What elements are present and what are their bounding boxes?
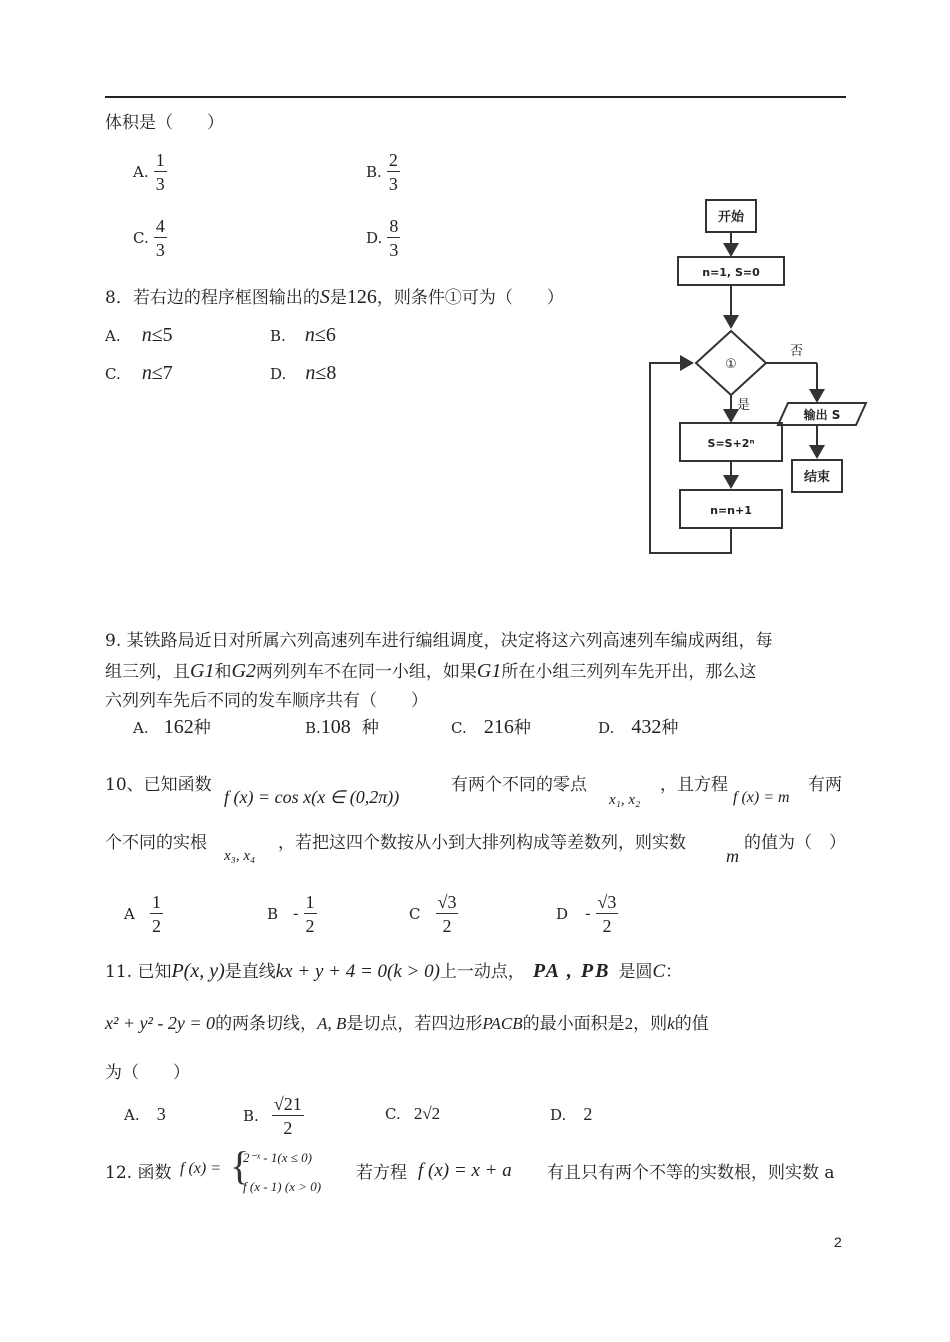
q10-roots12: x₁, x₂ <box>609 792 641 808</box>
option-letter: B <box>267 905 279 923</box>
option-letter: A. <box>124 1106 140 1124</box>
q8-stem-mid: 是 <box>329 288 347 308</box>
q11-option-d[interactable] <box>550 1104 592 1125</box>
q12-pre: 12. 函数 <box>105 1163 172 1183</box>
q7-tail: 体积是（ ） <box>105 113 224 133</box>
fraction: $\frac{√3}{2}$ <box>437 892 457 936</box>
q7-option-b[interactable] <box>366 150 400 194</box>
value-126: 126 <box>346 286 377 308</box>
q11-line1 <box>105 960 682 983</box>
flow-yes-label: 是 <box>737 398 751 413</box>
q10-post: 有两 <box>808 775 842 795</box>
q10-option-a[interactable] <box>124 892 163 936</box>
q9-line2-c: 两列列车不在同一小组，如果 <box>255 662 477 682</box>
q10-mid: 有两个不同的零点 <box>451 775 587 795</box>
q9-line2-b: 和 <box>214 662 232 682</box>
q12-mid: 若方程 <box>356 1163 407 1183</box>
option-letter: D. <box>598 719 615 737</box>
flow-end-label: 结束 <box>803 470 831 485</box>
q8-stem-post: ，则条件①可为（ ） <box>376 288 564 308</box>
q9-line2 <box>105 660 756 683</box>
q12-case2: f (x - 1) (x > 0) <box>243 1179 322 1194</box>
q9-line2-a: 组三列，且 <box>105 662 190 682</box>
option-value: 432 <box>631 716 662 738</box>
q8-option-d[interactable] <box>270 362 336 385</box>
q11-l2-mid2: 是切点，若四边形 <box>346 1014 483 1034</box>
q8-option-b[interactable] <box>270 324 336 347</box>
flow-init-label: n=1, S=0 <box>702 266 760 279</box>
q11-l2-mid4: ，则 <box>633 1014 668 1034</box>
q11-option-c[interactable] <box>385 1104 440 1124</box>
var-n: n <box>141 324 152 346</box>
line-equation: kx + y + 4 = 0(k > 0) <box>275 961 440 982</box>
q12-case1: 2⁻ˣ - 1(x ≤ 0) <box>243 1150 312 1165</box>
relation: ≤6 <box>314 324 336 346</box>
q9-option-a[interactable] <box>133 716 211 739</box>
option-letter: A. <box>133 719 149 737</box>
q10-var-m: m <box>726 846 739 866</box>
var-n: n <box>304 324 315 346</box>
q11-l2-mid3: 的最小面积是 <box>522 1014 625 1034</box>
q10-line2-mid: ，若把这四个数按从小到大排列构成等差数列，则实数 <box>278 833 686 853</box>
option-letter: B. <box>243 1107 259 1125</box>
fraction: $\frac{1}{3}$ <box>155 150 165 194</box>
option-letter: C. <box>451 719 467 737</box>
flow-start-label: 开始 <box>717 210 745 225</box>
var-n: n <box>305 362 316 384</box>
option-letter: C. <box>385 1105 401 1123</box>
relation: ≤7 <box>151 362 173 384</box>
q11-mid: 是直线 <box>224 962 276 982</box>
q10-pre: 10、已知函数 <box>105 775 212 795</box>
option-letter: D. <box>550 1106 567 1124</box>
option-unit: 种 <box>193 718 211 738</box>
var-S: S <box>319 286 330 308</box>
q11-option-b[interactable] <box>243 1094 304 1138</box>
circle-equation: x² + y² - 2y = 0 <box>105 1013 216 1033</box>
train-g2: G2 <box>231 660 256 682</box>
var-n: n <box>141 362 152 384</box>
circle-c: C <box>652 961 666 982</box>
q11-option-a[interactable] <box>124 1104 166 1125</box>
option-unit: 种 <box>661 718 679 738</box>
q11-l2-mid: 的两条切线， <box>215 1014 318 1034</box>
relation: ≤8 <box>315 362 337 384</box>
flow-update-n-label: n=n+1 <box>710 504 752 517</box>
option-letter: A <box>124 905 135 923</box>
option-letter: D. <box>366 229 383 247</box>
q9-option-c[interactable] <box>451 716 531 739</box>
header-rule <box>105 96 846 98</box>
q10-roots34: x₃, x₄ <box>224 848 256 864</box>
q12-f-of-x: f (x) = <box>180 1160 221 1177</box>
option-letter: C <box>409 905 421 923</box>
option-letter: D. <box>270 365 287 383</box>
option-unit: 种 <box>361 718 379 738</box>
q12-post: 有且只有两个不等的实数根，则实数 a <box>547 1163 835 1183</box>
points-ab: A, B <box>317 1014 347 1033</box>
q7-option-d[interactable] <box>366 216 400 260</box>
option-letter: D <box>556 905 569 923</box>
minus-sign: - <box>293 905 299 922</box>
fraction: $\frac{√21}{2}$ <box>273 1094 302 1138</box>
q12-equation: f (x) = x + a <box>418 1160 512 1181</box>
q8-option-c[interactable] <box>105 362 173 385</box>
q11-line2 <box>105 1012 709 1035</box>
fraction: $\frac{4}{3}$ <box>155 216 165 260</box>
option-letter: C. <box>133 229 149 247</box>
page-number: 2 <box>834 1234 842 1250</box>
q7-option-c[interactable] <box>133 216 167 260</box>
q11-pre: 11. 已知 <box>105 962 172 982</box>
option-value: 108 <box>320 716 351 738</box>
quad-pacb: PACB <box>482 1014 523 1033</box>
option-letter: B. <box>270 327 286 345</box>
fraction: $\frac{8}{3}$ <box>389 216 399 260</box>
option-value: 162 <box>163 716 194 738</box>
flow-condition-label: ① <box>725 357 737 372</box>
tangents-pa-pb: PA , PB <box>532 960 611 982</box>
q9-option-b[interactable] <box>305 716 379 739</box>
q10-equation: f (x) = m <box>733 789 790 806</box>
option-letter: B. <box>305 719 321 737</box>
q10-line2-post: 的值为（ ） <box>744 833 846 853</box>
train-g1: G1 <box>476 660 502 682</box>
option-letter: A. <box>105 327 121 345</box>
q11-mid3: 是圆 <box>618 962 653 982</box>
q9-line3: 六列列车先后不同的发车顺序共有（ ） <box>105 691 428 711</box>
q8-stem-pre: 8．若右边的程序框图输出的 <box>105 288 320 308</box>
q9-line1: 9. 某铁路局近日对所属六列高速列车进行编组调度，决定将这六列高速列车编成两组，每 <box>105 631 773 651</box>
q11-mid2: 上一动点， <box>439 962 525 982</box>
q10-option-c[interactable] <box>409 892 458 936</box>
q9-option-d[interactable] <box>598 716 678 739</box>
q10-option-b[interactable] <box>267 892 317 936</box>
option-value: 2√2 <box>413 1104 441 1123</box>
flow-output-label: 输出 S <box>803 408 841 422</box>
fraction: $\frac{√3}{2}$ <box>597 892 617 936</box>
option-value: 216 <box>483 716 514 738</box>
area-value: 2 <box>624 1014 634 1033</box>
option-value: 2 <box>583 1104 593 1124</box>
q11-colon: ： <box>665 962 683 982</box>
q10-mid2: ，且方程 <box>660 775 728 795</box>
q11-line3: 为（ ） <box>105 1063 190 1083</box>
option-value: 3 <box>156 1104 166 1124</box>
q9-line2-d: 所在小组三列列车先开出，那么这 <box>501 662 757 682</box>
option-letter: A. <box>133 163 149 181</box>
q10-function: f (x) = cos x(x ∈ (0,2π)) <box>224 787 400 807</box>
q10-option-d[interactable] <box>556 892 618 936</box>
q10-line2-pre: 个不同的实根 <box>105 833 207 853</box>
fraction: $\frac{2}{3}$ <box>388 150 398 194</box>
option-unit: 种 <box>513 718 531 738</box>
fraction: $\frac{1}{2}$ <box>151 892 161 936</box>
flow-no-label: 否 <box>790 344 804 359</box>
flow-update-s-label: S=S+2ⁿ <box>707 437 755 450</box>
point-p: P(x, y) <box>171 960 225 982</box>
q11-l2-post: 的值 <box>674 1014 709 1034</box>
train-g1: G1 <box>190 660 215 682</box>
option-letter: C. <box>105 365 121 383</box>
q8-option-a[interactable] <box>105 324 173 347</box>
var-k: k <box>667 1014 675 1033</box>
minus-sign: - <box>585 905 591 922</box>
q7-option-a[interactable] <box>133 150 167 194</box>
q8-stem <box>105 286 564 309</box>
option-letter: B. <box>366 163 382 181</box>
fraction: $\frac{1}{2}$ <box>305 892 315 936</box>
piecewise-brace: { <box>230 1143 250 1188</box>
program-flowchart <box>640 195 875 560</box>
relation: ≤5 <box>151 324 173 346</box>
